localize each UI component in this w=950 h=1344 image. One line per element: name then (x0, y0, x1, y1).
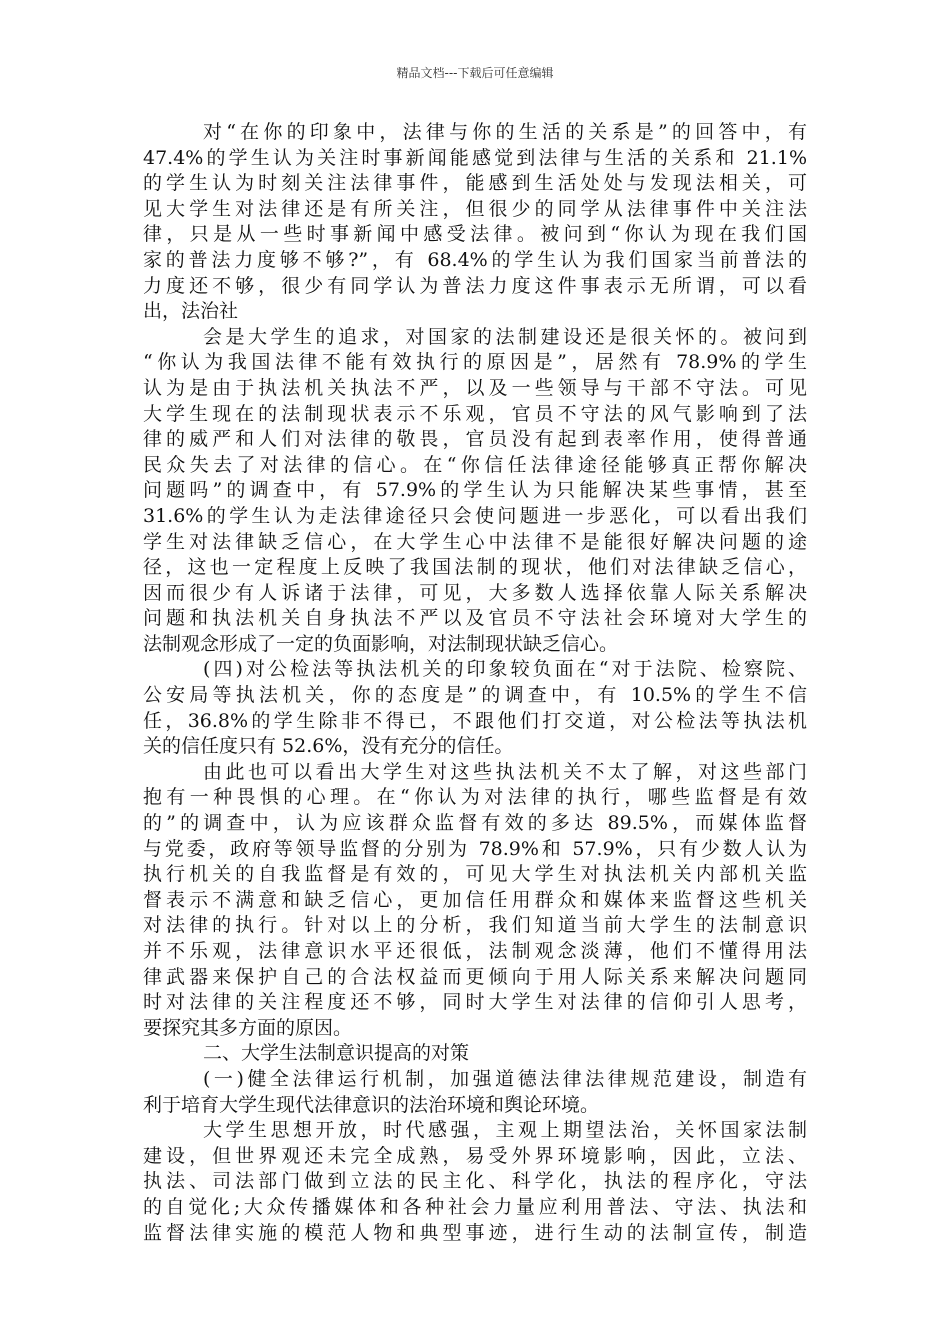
text-line: 47.4%的学生认为关注时事新闻能感觉到法律与生活的关系和 21.1% (143, 146, 807, 169)
text-line: 31.6%的学生认为走法律途径只会使问题进一步恶化，可以看出我们 (143, 504, 807, 527)
text-line: 法制观念形成了一定的负面影响，对法制现状缺乏信心。 (143, 632, 619, 655)
text-line: 会是大学生的追求，对国家的法制建设还是很关怀的。被问到 (203, 325, 807, 348)
text-line: 与党委，政府等领导监督的分别为 78.9%和 57.9%，只有少数人认为 (143, 837, 807, 860)
text-line: 力度还不够，很少有同学认为普法力度这件事表示无所谓，可以看 (143, 274, 807, 297)
text-line: 学生对法律缺乏信心，在大学生心中法律不是能很好解决问题的途 (143, 530, 807, 553)
text-line: 利于培育大学生现代法律意识的法治环境和舆论环境。 (143, 1093, 600, 1116)
text-line: 径，这也一定程度上反映了我国法制的现状，他们对法律缺乏信心， (143, 556, 807, 579)
text-line: 大学生现在的法制现状表示不乐观，官员不守法的风气影响到了法 (143, 402, 807, 425)
page-header: 精品文档---下载后可任意编辑 (396, 66, 554, 80)
text-line: 时对法律的关注程度还不够，同时大学生对法律的信仰引人思考， (143, 991, 807, 1014)
document-body (143, 120, 807, 1246)
text-line: 对“在你的印象中，法律与你的生活的关系是”的回答中，有 (203, 121, 807, 143)
text-line: 律武器来保护自己的合法权益而更倾向于用人际关系来解决问题同 (143, 965, 807, 988)
text-line: 的”的调查中，认为应该群众监督有效的多达 89.5%，而媒体监督 (143, 812, 807, 835)
text-line: (四)对公检法等执法机关的印象较负面在“对于法院、检察院、 (203, 658, 807, 681)
text-line: 出，法治社 (143, 300, 239, 323)
text-line: 公安局等执法机关，你的态度是”的调查中，有 10.5%的学生不信 (143, 684, 807, 707)
text-line: 监督法律实施的模范人物和典型事迹，进行生动的法制宣传，制造 (143, 1221, 807, 1244)
text-line: 执法、司法部门做到立法的民主化、科学化，执法的程序化，守法 (143, 1170, 807, 1193)
text-line: 建设，但世界观还未完全成熟，易受外界环境影响，因此，立法、 (143, 1144, 807, 1167)
text-line: 由此也可以看出大学生对这些执法机关不太了解，对这些部门 (203, 760, 807, 783)
text-line: 因而很少有人诉诸于法律，可见，大多数人选择依靠人际关系解决 (143, 581, 807, 604)
text-line: 认为是由于执法机关执法不严，以及一些领导与干部不守法。可见 (143, 376, 807, 399)
text-line: 对法律的执行。针对以上的分析，我们知道当前大学生的法制意识 (143, 914, 807, 937)
text-line: 的自觉化;大众传播媒体和各种社会力量应利用普法、守法、执法和 (143, 1195, 807, 1218)
text-line: 家的普法力度够不够?”，有 68.4%的学生认为我们国家当前普法的 (143, 248, 807, 271)
text-line: 律，只是从一些时事新闻中感受法律。被问到“你认为现在我们国 (143, 223, 807, 246)
text-line: (一)健全法律运行机制，加强道德法律法律规范建设，制造有 (203, 1067, 807, 1090)
text-line: 执行机关的自我监督是有效的，可见大学生对执法机关内部机关监 (143, 863, 807, 886)
text-line: 的学生认为时刻关注法律事件，能感到生活处处与发现法相关，可 (143, 172, 807, 195)
text-line: 抱有一种畏惧的心理。在“你认为对法律的执行，哪些监督是有效 (143, 786, 807, 809)
text-line: 督表示不满意和缺乏信心，更加信任用群众和媒体来监督这些机关 (143, 888, 807, 911)
text-line: 关的信任度只有 52.6%，没有充分的信任。 (143, 735, 514, 758)
text-line: “你认为我国法律不能有效执行的原因是”，居然有 78.9%的学生 (143, 351, 807, 374)
text-line: 大学生思想开放，时代感强，主观上期望法治，关怀国家法制 (203, 1119, 807, 1142)
text-line: 并不乐观，法律意识水平还很低，法制观念淡薄，他们不懂得用法 (143, 940, 807, 962)
text-line: 要探究其多方面的原因。 (143, 1016, 353, 1039)
text-line: 问题吗”的调查中，有 57.9%的学生认为只能解决某些事情，甚至 (143, 479, 807, 502)
text-line: 见大学生对法律还是有所关注，但很少的同学从法律事件中关注法 (143, 197, 807, 220)
text-line: 律的威严和人们对法律的敬畏，官员没有起到表率作用，使得普通 (143, 428, 807, 451)
text-line: 二、大学生法制意识提高的对策 (203, 1042, 470, 1065)
text-line: 民众失去了对法律的信心。在“你信任法律途径能够真正帮你解决 (143, 453, 807, 476)
text-line: 问题和执法机关自身执法不严以及官员不守法社会环境对大学生的 (143, 607, 807, 630)
text-line: 任，36.8%的学生除非不得已，不跟他们打交道，对公检法等执法机 (143, 709, 807, 732)
